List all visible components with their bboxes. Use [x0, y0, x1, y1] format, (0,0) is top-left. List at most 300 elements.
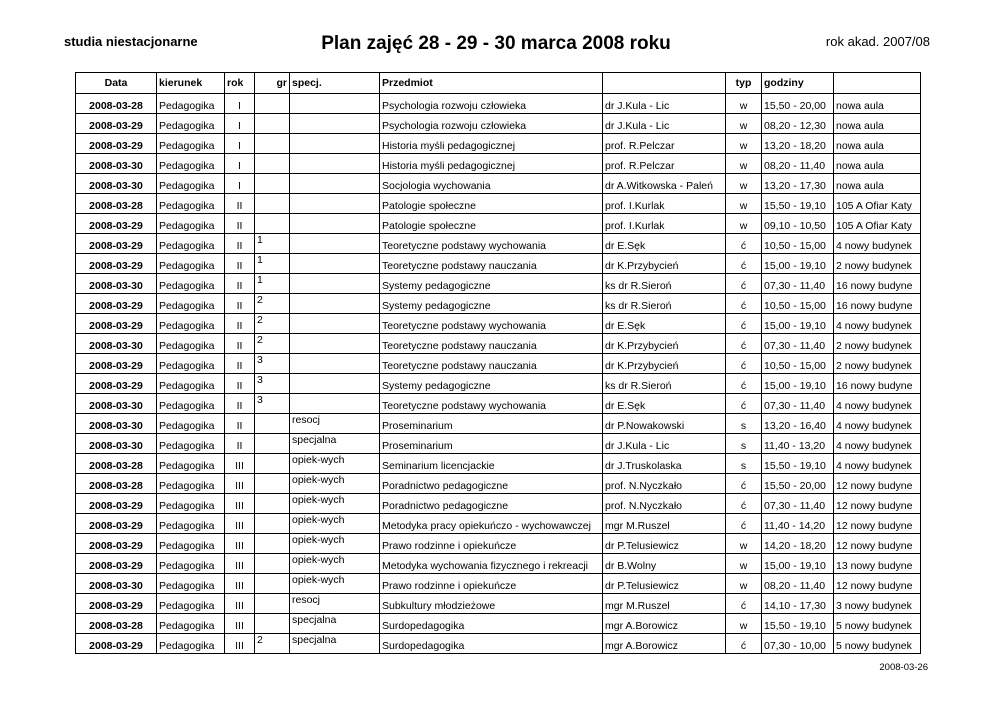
field-cell: Pedagogika: [157, 134, 225, 154]
group-cell: [255, 594, 290, 614]
lecturer-cell: dr J.Truskolaska: [603, 454, 726, 474]
hours-cell: 13,20 - 17,30: [762, 174, 834, 194]
table-row: [76, 134, 921, 154]
subject-cell: Psychologia rozwoju człowieka: [380, 94, 603, 114]
lecturer-cell: dr E.Sęk: [603, 394, 726, 414]
lecturer-cell: ks dr R.Sieroń: [603, 274, 726, 294]
specialty-cell: [290, 174, 380, 194]
type-cell: w: [726, 574, 762, 594]
room-cell: 5 nowy budynek: [834, 614, 921, 634]
lecturer-cell: dr P.Telusiewicz: [603, 534, 726, 554]
date-cell: 2008-03-30: [76, 574, 157, 594]
field-cell: Pedagogika: [157, 594, 225, 614]
room-cell: 12 nowy budyne: [834, 514, 921, 534]
date-cell: 2008-03-29: [76, 254, 157, 274]
date-cell: 2008-03-30: [76, 174, 157, 194]
specialty-cell: specjalna: [290, 434, 380, 454]
table-row: [76, 434, 921, 454]
table-row: [76, 354, 921, 374]
group-cell: 1: [255, 234, 290, 254]
type-cell: ć: [726, 294, 762, 314]
group-cell: [255, 554, 290, 574]
room-cell: 16 nowy budyne: [834, 274, 921, 294]
year-cell: II: [225, 394, 255, 414]
type-cell: ć: [726, 494, 762, 514]
group-cell: 2: [255, 294, 290, 314]
lecturer-cell: dr E.Sęk: [603, 234, 726, 254]
room-cell: 105 A Ofiar Katy: [834, 194, 921, 214]
group-cell: [255, 434, 290, 454]
type-cell: w: [726, 214, 762, 234]
year-cell: II: [225, 214, 255, 234]
group-cell: [255, 514, 290, 534]
type-cell: ć: [726, 254, 762, 274]
group-cell: 1: [255, 274, 290, 294]
hours-cell: 07,30 - 11,40: [762, 274, 834, 294]
room-cell: 2 nowy budynek: [834, 334, 921, 354]
year-cell: II: [225, 254, 255, 274]
group-cell: [255, 94, 290, 114]
table-row: [76, 394, 921, 414]
subject-cell: Socjologia wychowania: [380, 174, 603, 194]
lecturer-cell: dr K.Przybycień: [603, 354, 726, 374]
hours-cell: 15,00 - 19,10: [762, 254, 834, 274]
room-cell: 105 A Ofiar Katy: [834, 214, 921, 234]
date-cell: 2008-03-29: [76, 554, 157, 574]
group-cell: [255, 214, 290, 234]
year-cell: III: [225, 534, 255, 554]
table-row: [76, 114, 921, 134]
type-cell: s: [726, 434, 762, 454]
room-cell: 12 nowy budyne: [834, 494, 921, 514]
specialty-cell: specjalna: [290, 634, 380, 654]
year-cell: III: [225, 514, 255, 534]
table-row: [76, 494, 921, 514]
subject-cell: Historia myśli pedagogicznej: [380, 154, 603, 174]
table-row: [76, 274, 921, 294]
field-cell: Pedagogika: [157, 114, 225, 134]
col-header-lecturer: [603, 73, 726, 94]
subject-cell: Seminarium licencjackie: [380, 454, 603, 474]
specialty-cell: [290, 94, 380, 114]
room-cell: 2 nowy budynek: [834, 254, 921, 274]
specialty-cell: [290, 354, 380, 374]
specialty-cell: [290, 294, 380, 314]
subject-cell: Prawo rodzinne i opiekuńcze: [380, 534, 603, 554]
hours-cell: 15,50 - 20,00: [762, 94, 834, 114]
table-row: [76, 514, 921, 534]
date-cell: 2008-03-29: [76, 294, 157, 314]
date-cell: 2008-03-30: [76, 414, 157, 434]
date-cell: 2008-03-30: [76, 394, 157, 414]
room-cell: nowa aula: [834, 94, 921, 114]
col-header-rok: rok: [225, 73, 255, 94]
specialty-cell: opiek-wych: [290, 474, 380, 494]
year-cell: III: [225, 614, 255, 634]
specialty-cell: opiek-wych: [290, 514, 380, 534]
hours-cell: 15,00 - 19,10: [762, 314, 834, 334]
field-cell: Pedagogika: [157, 534, 225, 554]
date-cell: 2008-03-29: [76, 354, 157, 374]
room-cell: nowa aula: [834, 174, 921, 194]
subject-cell: Surdopedagogika: [380, 614, 603, 634]
group-cell: 2: [255, 314, 290, 334]
subject-cell: Teoretyczne podstawy nauczania: [380, 254, 603, 274]
table-row: [76, 94, 921, 114]
table-row: [76, 574, 921, 594]
hours-cell: 07,30 - 11,40: [762, 394, 834, 414]
col-header-specj: specj.: [290, 73, 380, 94]
field-cell: Pedagogika: [157, 634, 225, 654]
type-cell: ć: [726, 334, 762, 354]
year-cell: I: [225, 154, 255, 174]
room-cell: 2 nowy budynek: [834, 354, 921, 374]
hours-cell: 13,20 - 16,40: [762, 414, 834, 434]
hours-cell: 08,20 - 12,30: [762, 114, 834, 134]
group-cell: [255, 414, 290, 434]
col-header-typ: typ: [726, 73, 762, 94]
lecturer-cell: prof. I.Kurlak: [603, 194, 726, 214]
subject-cell: Metodyka wychowania fizycznego i rekreacji: [380, 554, 603, 574]
group-cell: [255, 454, 290, 474]
group-cell: [255, 174, 290, 194]
col-header-data: Data: [76, 73, 157, 94]
year-cell: II: [225, 194, 255, 214]
year-cell: II: [225, 314, 255, 334]
room-cell: 4 nowy budynek: [834, 434, 921, 454]
room-cell: 16 nowy budyne: [834, 294, 921, 314]
date-cell: 2008-03-28: [76, 454, 157, 474]
subject-cell: Surdopedagogika: [380, 634, 603, 654]
table-row: [76, 474, 921, 494]
subject-cell: Proseminarium: [380, 434, 603, 454]
hours-cell: 08,20 - 11,40: [762, 154, 834, 174]
print-date: 2008-03-26: [879, 662, 928, 673]
group-cell: 2: [255, 334, 290, 354]
hours-cell: 15,50 - 20,00: [762, 474, 834, 494]
year-cell: III: [225, 474, 255, 494]
type-cell: w: [726, 94, 762, 114]
year-cell: II: [225, 354, 255, 374]
hours-cell: 15,00 - 19,10: [762, 554, 834, 574]
year-cell: III: [225, 554, 255, 574]
field-cell: Pedagogika: [157, 414, 225, 434]
subject-cell: Teoretyczne podstawy wychowania: [380, 234, 603, 254]
lecturer-cell: dr J.Kula - Lic: [603, 114, 726, 134]
date-cell: 2008-03-29: [76, 494, 157, 514]
col-header-przedmiot: Przedmiot: [380, 73, 603, 94]
group-cell: [255, 134, 290, 154]
year-cell: II: [225, 434, 255, 454]
specialty-cell: [290, 254, 380, 274]
hours-cell: 11,40 - 13,20: [762, 434, 834, 454]
date-cell: 2008-03-28: [76, 94, 157, 114]
room-cell: 5 nowy budynek: [834, 634, 921, 654]
field-cell: Pedagogika: [157, 394, 225, 414]
group-cell: 3: [255, 374, 290, 394]
room-cell: 3 nowy budynek: [834, 594, 921, 614]
field-cell: Pedagogika: [157, 254, 225, 274]
table-row: [76, 214, 921, 234]
lecturer-cell: prof. N.Nyczkało: [603, 474, 726, 494]
hours-cell: 15,50 - 19,10: [762, 454, 834, 474]
room-cell: nowa aula: [834, 114, 921, 134]
hours-cell: 14,20 - 18,20: [762, 534, 834, 554]
hours-cell: 11,40 - 14,20: [762, 514, 834, 534]
specialty-cell: [290, 374, 380, 394]
year-cell: I: [225, 94, 255, 114]
group-cell: [255, 194, 290, 214]
hours-cell: 07,30 - 11,40: [762, 494, 834, 514]
type-cell: ć: [726, 274, 762, 294]
room-cell: 12 nowy budyne: [834, 474, 921, 494]
subject-cell: Teoretyczne podstawy nauczania: [380, 334, 603, 354]
date-cell: 2008-03-30: [76, 154, 157, 174]
specialty-cell: opiek-wych: [290, 574, 380, 594]
field-cell: Pedagogika: [157, 554, 225, 574]
room-cell: 12 nowy budyne: [834, 534, 921, 554]
specialty-cell: opiek-wych: [290, 534, 380, 554]
lecturer-cell: dr A.Witkowska - Paleń: [603, 174, 726, 194]
lecturer-cell: ks dr R.Sieroń: [603, 294, 726, 314]
hours-cell: 09,10 - 10,50: [762, 214, 834, 234]
type-cell: w: [726, 554, 762, 574]
subject-cell: Proseminarium: [380, 414, 603, 434]
year-cell: I: [225, 174, 255, 194]
subject-cell: Subkultury młodzieżowe: [380, 594, 603, 614]
group-cell: [255, 494, 290, 514]
type-cell: ć: [726, 474, 762, 494]
year-cell: III: [225, 634, 255, 654]
lecturer-cell: mgr M.Ruszel: [603, 514, 726, 534]
date-cell: 2008-03-29: [76, 134, 157, 154]
type-cell: w: [726, 174, 762, 194]
col-header-kierunek: kierunek: [157, 73, 225, 94]
study-mode-label: studia niestacjonarne: [64, 34, 198, 49]
lecturer-cell: mgr M.Ruszel: [603, 594, 726, 614]
year-cell: I: [225, 134, 255, 154]
field-cell: Pedagogika: [157, 474, 225, 494]
hours-cell: 15,50 - 19,10: [762, 194, 834, 214]
subject-cell: Systemy pedagogiczne: [380, 374, 603, 394]
room-cell: 4 nowy budynek: [834, 454, 921, 474]
year-cell: II: [225, 374, 255, 394]
year-cell: I: [225, 114, 255, 134]
year-cell: II: [225, 294, 255, 314]
lecturer-cell: prof. R.Pelczar: [603, 134, 726, 154]
table-row: [76, 234, 921, 254]
table-row: [76, 254, 921, 274]
field-cell: Pedagogika: [157, 334, 225, 354]
schedule-table: [75, 72, 921, 654]
subject-cell: Poradnictwo pedagogiczne: [380, 474, 603, 494]
field-cell: Pedagogika: [157, 454, 225, 474]
field-cell: Pedagogika: [157, 374, 225, 394]
field-cell: Pedagogika: [157, 174, 225, 194]
table-row: [76, 414, 921, 434]
subject-cell: Systemy pedagogiczne: [380, 294, 603, 314]
group-cell: [255, 574, 290, 594]
lecturer-cell: dr B.Wolny: [603, 554, 726, 574]
subject-cell: Historia myśli pedagogicznej: [380, 134, 603, 154]
date-cell: 2008-03-29: [76, 374, 157, 394]
hours-cell: 10,50 - 15,00: [762, 234, 834, 254]
subject-cell: Psychologia rozwoju człowieka: [380, 114, 603, 134]
field-cell: Pedagogika: [157, 574, 225, 594]
room-cell: nowa aula: [834, 154, 921, 174]
field-cell: Pedagogika: [157, 614, 225, 634]
specialty-cell: resocj: [290, 594, 380, 614]
table-row: [76, 534, 921, 554]
table-row: [76, 194, 921, 214]
table-row: [76, 594, 921, 614]
subject-cell: Patologie społeczne: [380, 214, 603, 234]
lecturer-cell: prof. N.Nyczkało: [603, 494, 726, 514]
field-cell: Pedagogika: [157, 194, 225, 214]
lecturer-cell: dr P.Nowakowski: [603, 414, 726, 434]
table-row: [76, 614, 921, 634]
subject-cell: Patologie społeczne: [380, 194, 603, 214]
col-header-room: [834, 73, 921, 94]
specialty-cell: [290, 314, 380, 334]
specialty-cell: opiek-wych: [290, 494, 380, 514]
group-cell: 1: [255, 254, 290, 274]
field-cell: Pedagogika: [157, 294, 225, 314]
date-cell: 2008-03-29: [76, 234, 157, 254]
type-cell: s: [726, 454, 762, 474]
date-cell: 2008-03-29: [76, 114, 157, 134]
year-cell: III: [225, 494, 255, 514]
lecturer-cell: dr P.Telusiewicz: [603, 574, 726, 594]
col-header-gr: gr: [255, 73, 290, 94]
table-row: [76, 634, 921, 654]
lecturer-cell: mgr A.Borowicz: [603, 614, 726, 634]
lecturer-cell: prof. R.Pelczar: [603, 154, 726, 174]
specialty-cell: specjalna: [290, 614, 380, 634]
specialty-cell: [290, 214, 380, 234]
subject-cell: Metodyka pracy opiekuńczo - wychowawczej: [380, 514, 603, 534]
lecturer-cell: prof. I.Kurlak: [603, 214, 726, 234]
lecturer-cell: ks dr R.Sieroń: [603, 374, 726, 394]
room-cell: 4 nowy budynek: [834, 314, 921, 334]
table-row: [76, 454, 921, 474]
type-cell: ć: [726, 594, 762, 614]
lecturer-cell: mgr A.Borowicz: [603, 634, 726, 654]
specialty-cell: opiek-wych: [290, 554, 380, 574]
specialty-cell: [290, 134, 380, 154]
field-cell: Pedagogika: [157, 494, 225, 514]
year-cell: III: [225, 594, 255, 614]
type-cell: ć: [726, 354, 762, 374]
date-cell: 2008-03-29: [76, 594, 157, 614]
type-cell: w: [726, 614, 762, 634]
date-cell: 2008-03-30: [76, 434, 157, 454]
specialty-cell: [290, 394, 380, 414]
lecturer-cell: dr J.Kula - Lic: [603, 94, 726, 114]
table-header-row: [76, 73, 921, 94]
room-cell: 13 nowy budyne: [834, 554, 921, 574]
subject-cell: Teoretyczne podstawy nauczania: [380, 354, 603, 374]
group-cell: [255, 614, 290, 634]
specialty-cell: resocj: [290, 414, 380, 434]
year-cell: II: [225, 274, 255, 294]
group-cell: 2: [255, 634, 290, 654]
type-cell: ć: [726, 394, 762, 414]
date-cell: 2008-03-29: [76, 314, 157, 334]
room-cell: 4 nowy budynek: [834, 414, 921, 434]
group-cell: [255, 154, 290, 174]
field-cell: Pedagogika: [157, 354, 225, 374]
group-cell: 3: [255, 354, 290, 374]
type-cell: ć: [726, 374, 762, 394]
date-cell: 2008-03-29: [76, 534, 157, 554]
table-row: [76, 174, 921, 194]
date-cell: 2008-03-28: [76, 614, 157, 634]
subject-cell: Systemy pedagogiczne: [380, 274, 603, 294]
page-title: Plan zajęć 28 - 29 - 30 marca 2008 roku: [321, 33, 671, 54]
field-cell: Pedagogika: [157, 434, 225, 454]
hours-cell: 10,50 - 15,00: [762, 294, 834, 314]
year-cell: II: [225, 414, 255, 434]
field-cell: Pedagogika: [157, 274, 225, 294]
table-row: [76, 374, 921, 394]
year-cell: III: [225, 454, 255, 474]
type-cell: ć: [726, 514, 762, 534]
year-cell: III: [225, 574, 255, 594]
date-cell: 2008-03-30: [76, 274, 157, 294]
lecturer-cell: dr J.Kula - Lic: [603, 434, 726, 454]
group-cell: [255, 534, 290, 554]
room-cell: 12 nowy budyne: [834, 574, 921, 594]
type-cell: ć: [726, 314, 762, 334]
hours-cell: 15,50 - 19,10: [762, 614, 834, 634]
hours-cell: 07,30 - 10,00: [762, 634, 834, 654]
year-cell: II: [225, 234, 255, 254]
field-cell: Pedagogika: [157, 94, 225, 114]
table-row: [76, 294, 921, 314]
date-cell: 2008-03-28: [76, 474, 157, 494]
date-cell: 2008-03-29: [76, 634, 157, 654]
specialty-cell: [290, 334, 380, 354]
lecturer-cell: dr K.Przybycień: [603, 334, 726, 354]
table-row: [76, 554, 921, 574]
type-cell: ć: [726, 634, 762, 654]
type-cell: w: [726, 114, 762, 134]
hours-cell: 13,20 - 18,20: [762, 134, 834, 154]
field-cell: Pedagogika: [157, 154, 225, 174]
field-cell: Pedagogika: [157, 234, 225, 254]
table-row: [76, 334, 921, 354]
date-cell: 2008-03-29: [76, 214, 157, 234]
subject-cell: Prawo rodzinne i opiekuńcze: [380, 574, 603, 594]
lecturer-cell: dr E.Sęk: [603, 314, 726, 334]
specialty-cell: [290, 234, 380, 254]
specialty-cell: [290, 194, 380, 214]
room-cell: nowa aula: [834, 134, 921, 154]
lecturer-cell: dr K.Przybycień: [603, 254, 726, 274]
table-row: [76, 314, 921, 334]
type-cell: s: [726, 414, 762, 434]
type-cell: w: [726, 194, 762, 214]
date-cell: 2008-03-30: [76, 334, 157, 354]
group-cell: [255, 474, 290, 494]
field-cell: Pedagogika: [157, 314, 225, 334]
type-cell: w: [726, 154, 762, 174]
academic-year-label: rok akad. 2007/08: [825, 34, 930, 49]
subject-cell: Teoretyczne podstawy wychowania: [380, 314, 603, 334]
specialty-cell: opiek-wych: [290, 454, 380, 474]
hours-cell: 07,30 - 11,40: [762, 334, 834, 354]
